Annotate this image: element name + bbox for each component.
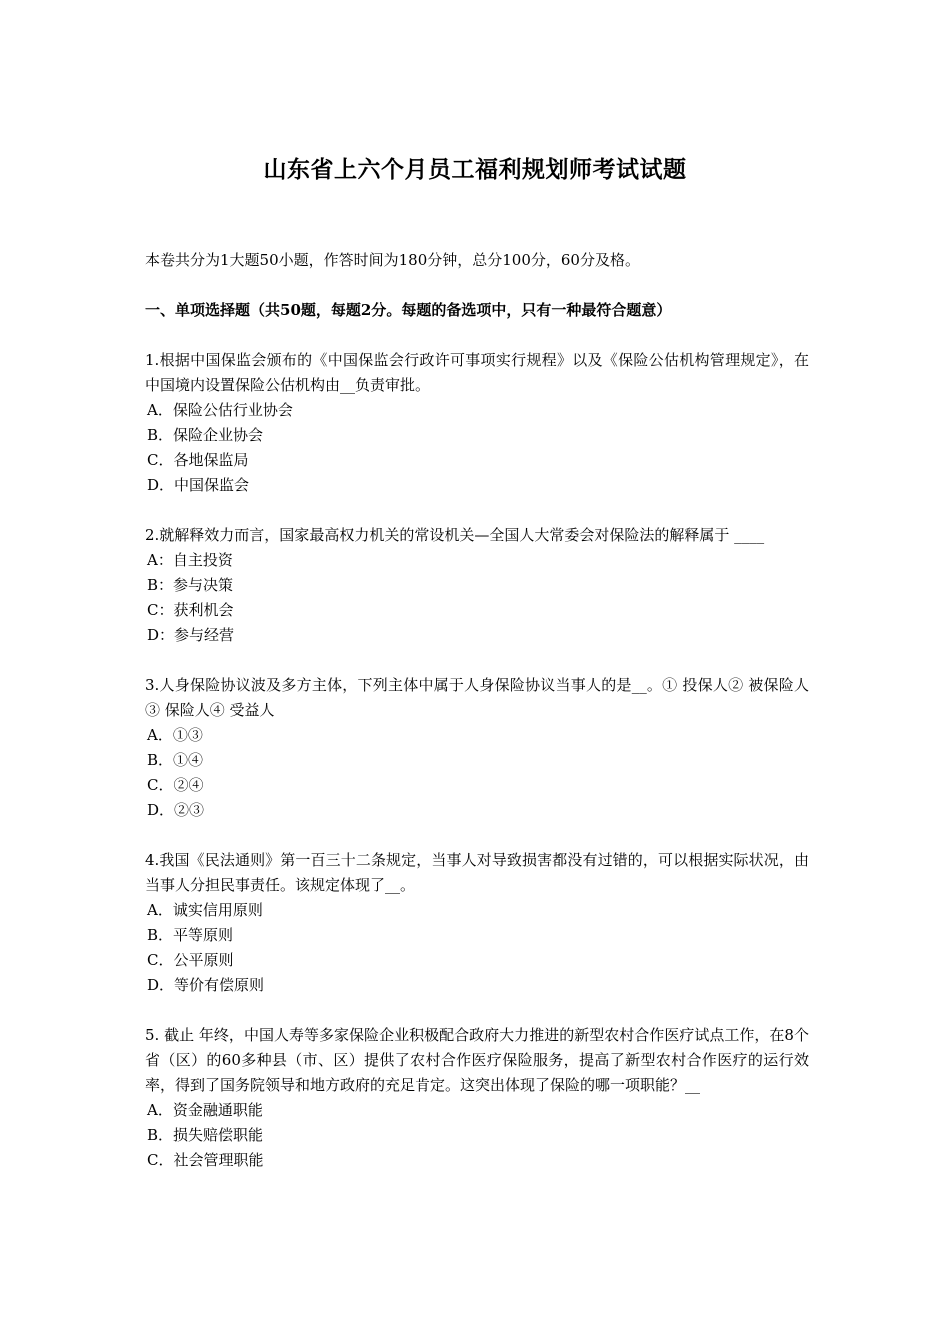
question-3 [145,673,809,823]
document-body [145,248,809,1198]
question-stem: 2.就解释效力而言，国家最高权力机关的常设机关—全国人大常委会对保险法的解释属于 ____ [145,526,765,544]
option-a: A．保险公估行业协会 [147,401,293,419]
exam-intro: 本卷共分为1大题50小题，作答时间为180分钟，总分100分，60分及格。 [145,251,640,269]
option-a: A：自主投资 [147,551,233,569]
question-stem: 1.根据中国保监会颁布的《中国保监会行政许可事项实行规程》以及《保险公估机构管理规定》，在中国境内设置保险公估机构由__负责审批。 [145,351,809,394]
option-b: B．平等原则 [147,926,234,944]
question-stem: 3.人身保险协议波及多方主体，下列主体中属于人身保险协议当事人的是__。① 投保人② 被保险人③ 保险人④ 受益人 [145,676,809,719]
option-d: D．中国保监会 [147,476,250,494]
option-c: C．公平原则 [147,951,234,969]
option-c: C．各地保监局 [147,451,249,469]
question-2 [145,523,809,648]
section-heading: 一、单项选择题（共50题，每题2分。每题的备选项中，只有一种最符合题意） [145,301,672,319]
option-c: C．②④ [147,776,204,794]
option-b: B．①④ [147,751,204,769]
option-c: C：获利机会 [147,601,234,619]
question-1 [145,348,809,498]
question-4 [145,848,809,998]
option-a: A．资金融通职能 [147,1101,263,1119]
option-b: B：参与决策 [147,576,234,594]
question-5 [145,1023,809,1173]
option-b: B．损失赔偿职能 [147,1126,264,1144]
document-title: 山东省上六个月员工福利规划师考试试题 [263,156,687,183]
option-a: A．诚实信用原则 [147,901,263,919]
option-d: D．②③ [147,801,205,819]
question-stem: 5. 截止 年终，中国人寿等多家保险企业积极配合政府大力推进的新型农村合作医疗试点工作，在8个省（区）的60多种县（市、区）提供了农村合作医疗保险服务，提高了新型农村合作医疗的运行效率，得到了国务院领导和地方政府的充足肯定。这突出体现了保险的哪一项职能？__ [145,1026,809,1094]
question-stem: 4.我国《民法通则》第一百三十二条规定，当事人对导致损害都没有过错的，可以根据实际状况，由当事人分担民事责任。该规定体现了__。 [145,851,809,894]
option-a: A．①③ [147,726,203,744]
option-d: D．等价有偿原则 [147,976,265,994]
option-c: C．社会管理职能 [147,1151,264,1169]
option-d: D：参与经营 [147,626,235,644]
option-b: B．保险企业协会 [147,426,264,444]
